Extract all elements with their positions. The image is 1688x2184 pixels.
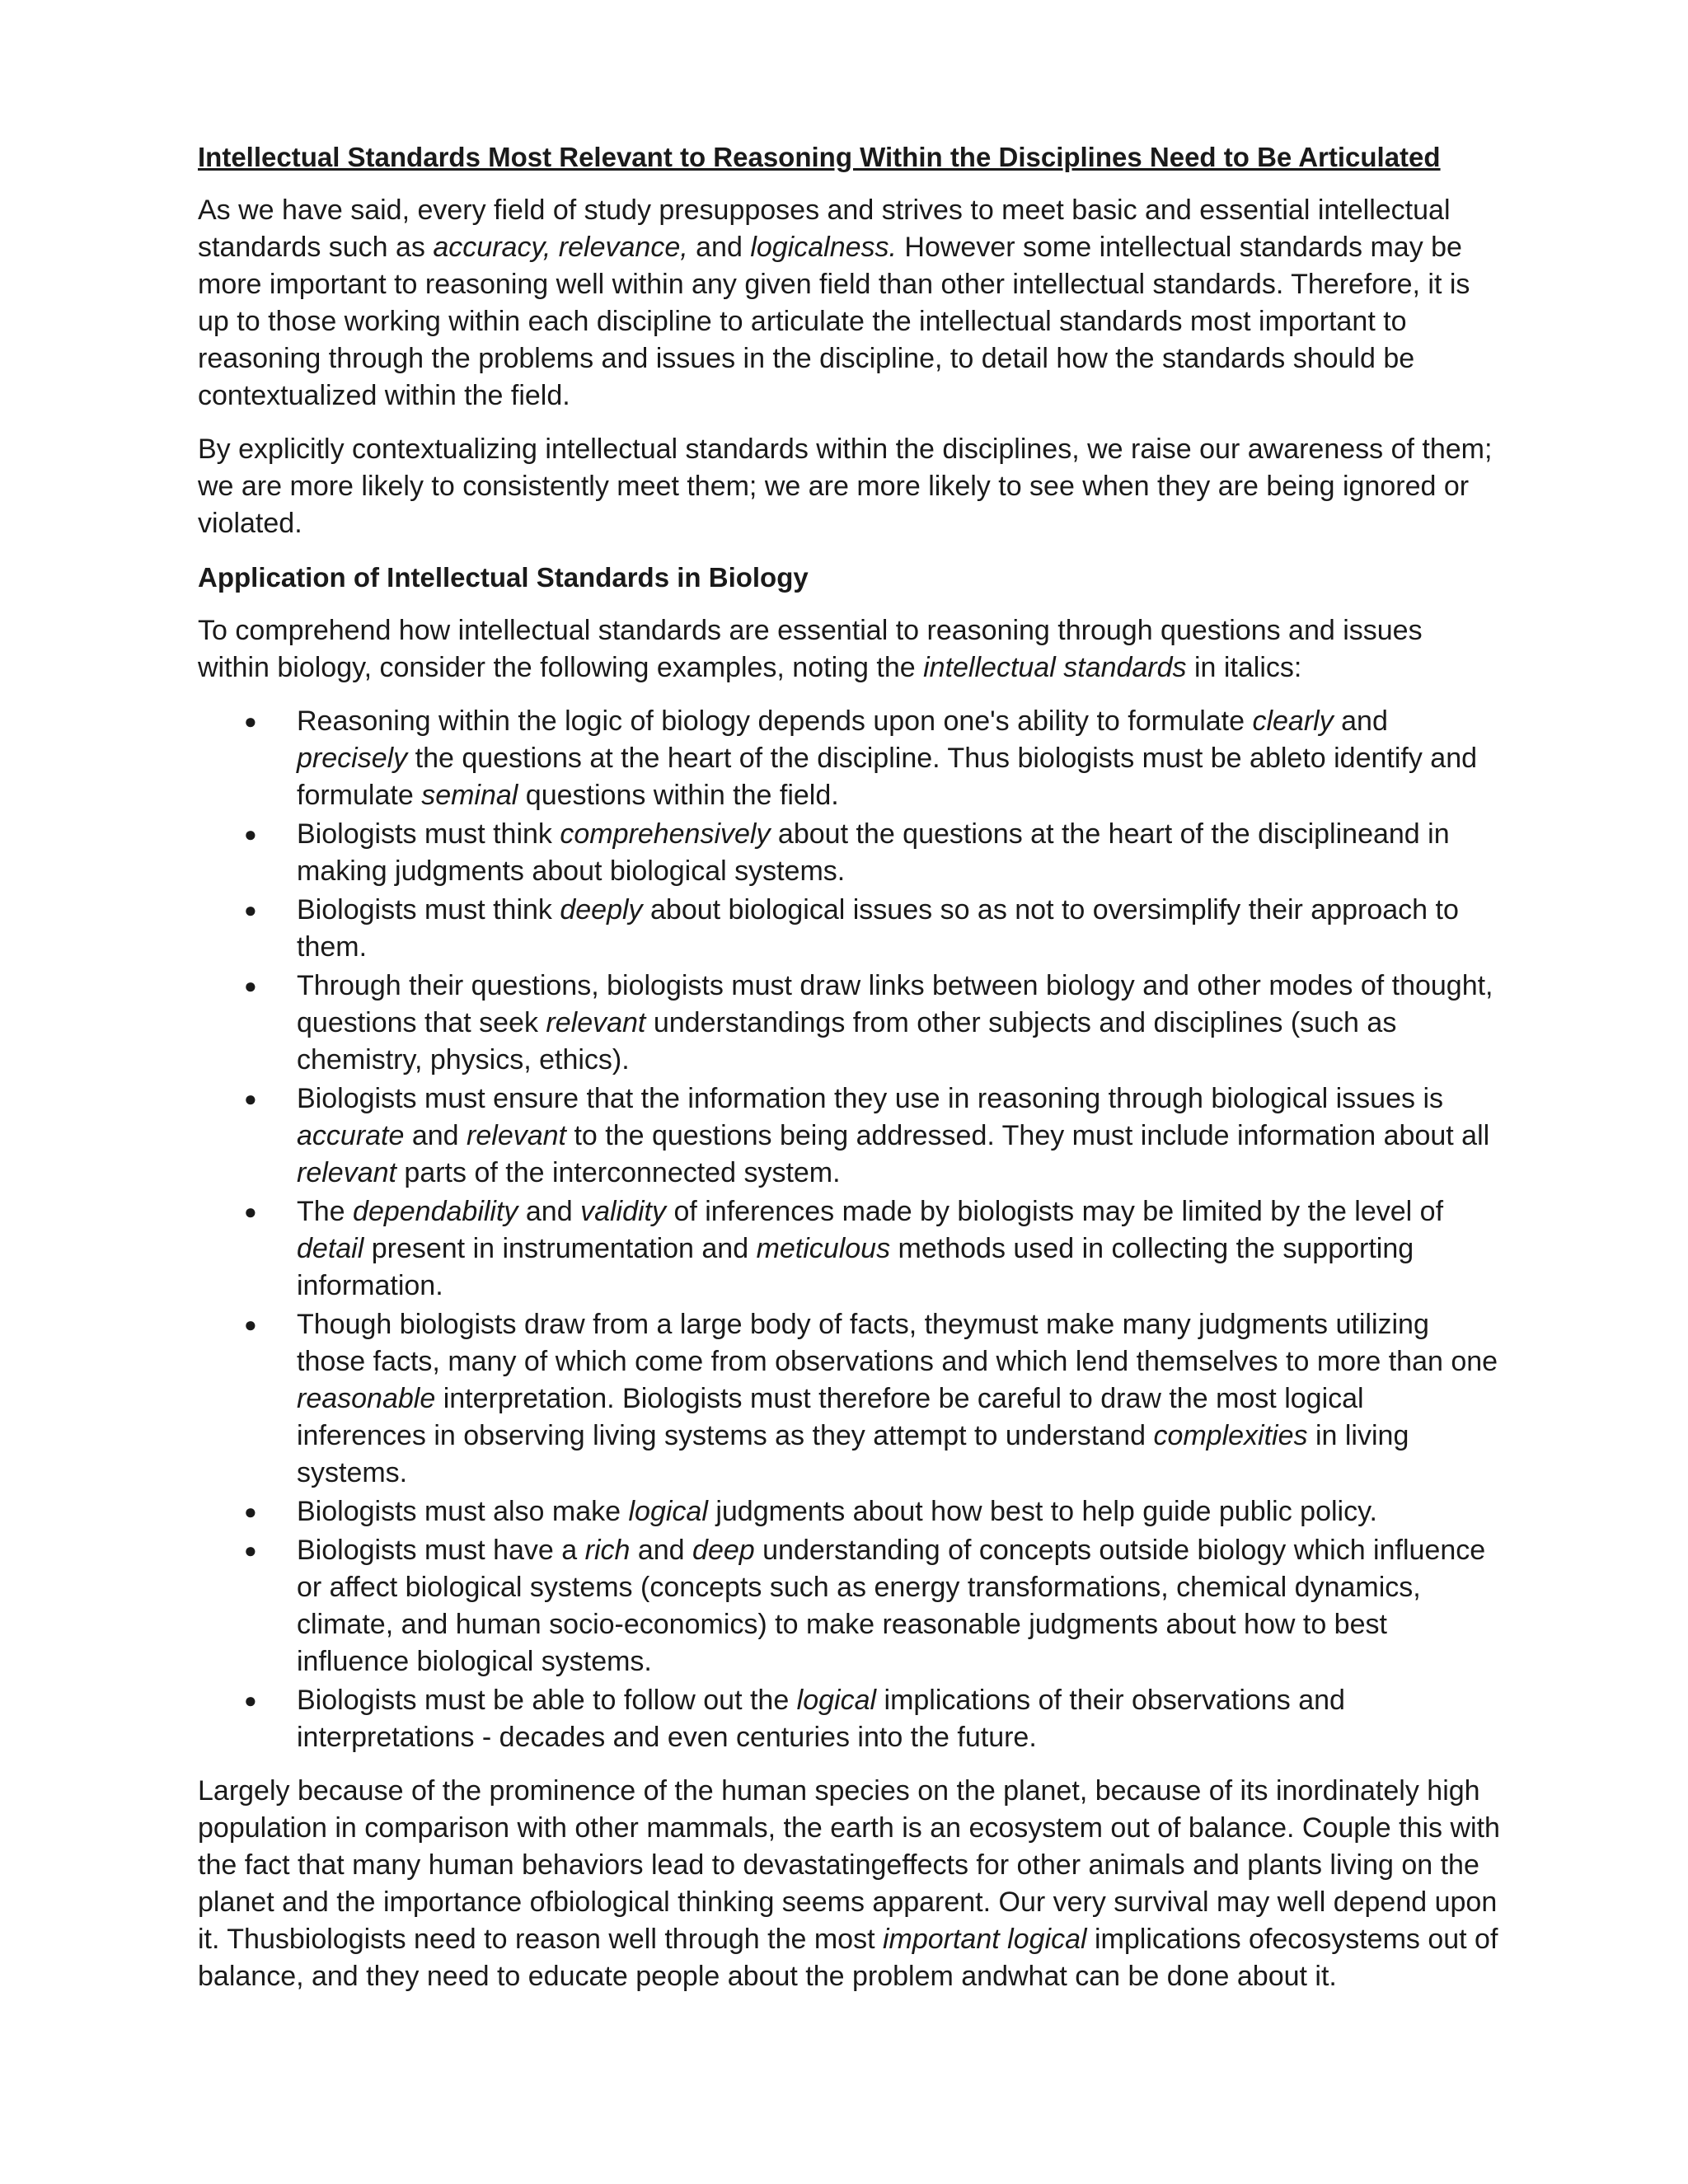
bullet-text xyxy=(297,1496,1377,1527)
italic-standard-term: reasonable xyxy=(297,1383,436,1414)
text-run: to the questions being addressed. They must include information about all xyxy=(566,1120,1490,1151)
italic-standard-term: accuracy, relevance, xyxy=(433,232,688,263)
text-run: By explicitly contextualizing intellectual standards within the disciplines, we raise our awareness of them; we are more likely to consistently meet them; we are more likely to see when they are being ignored or violated. xyxy=(198,434,1493,539)
bullet-text xyxy=(297,705,1477,811)
intro-paragraph xyxy=(198,192,1500,415)
italic-standard-term: relevant xyxy=(297,1157,396,1188)
text-run: and xyxy=(1333,705,1388,737)
italic-standard-term: relevant xyxy=(467,1120,566,1151)
text-run: Largely because of the prominence of the human species on the planet, because of its inordinately high population in comparison with other mammals, the earth is an ecosystem out of balance. Couple this with the fact that many human behaviors lead to devastatingeffects for other animals and plants living on the planet and the importance ofbiological thinking seems apparent. Our very survival may well depend upon it. Thusbiologists need to reason well through the most xyxy=(198,1775,1500,1955)
bullet-text xyxy=(297,894,1459,963)
text-run: and xyxy=(687,232,751,263)
subsection-heading: Application of Intellectual Standards in Biology xyxy=(198,562,809,593)
italic-standard-term: logicalness. xyxy=(750,232,897,263)
text-run: parts of the interconnected system. xyxy=(396,1157,841,1188)
text-run: in living systems. xyxy=(297,1420,1409,1488)
italic-standard-term: important logical xyxy=(882,1924,1087,1955)
italic-standard-term: logical xyxy=(796,1685,877,1716)
bullet-item xyxy=(198,1493,1500,1530)
bullet-item xyxy=(198,1306,1500,1492)
text-run: The xyxy=(297,1196,354,1227)
text-run: judgments about how best to help guide public policy. xyxy=(707,1496,1378,1527)
bullet-item xyxy=(198,1532,1500,1680)
document-page xyxy=(198,138,1500,2012)
bullet-text xyxy=(297,970,1493,1076)
italic-standard-term: comprehensively xyxy=(560,818,771,850)
section-heading: Intellectual Standards Most Relevant to Reasoning Within the Disciplines Need to Be Articulated xyxy=(198,142,1441,172)
bullet-dot-icon: ● xyxy=(244,1312,257,1337)
bullet-dot-icon: ● xyxy=(244,1086,257,1111)
bullet-text xyxy=(297,1196,1443,1301)
bullet-text xyxy=(297,1535,1485,1677)
text-run: implications of their observations and interpretations - decades and even centuries into the future. xyxy=(297,1685,1345,1753)
text-run: Biologists must be able to follow out the xyxy=(297,1685,797,1716)
text-run: questions within the field. xyxy=(518,780,839,811)
examples-intro-paragraph xyxy=(198,612,1500,687)
italic-standard-term: validity xyxy=(580,1196,666,1227)
text-run: of inferences made by biologists may be limited by the level of xyxy=(666,1196,1444,1227)
awareness-paragraph xyxy=(198,431,1500,542)
text-run: Biologists must ensure that the information they use in reasoning through biological issues is xyxy=(297,1083,1443,1114)
text-run: the questions at the heart of the discipline. Thus biologists must be ableto identify and formulate xyxy=(297,743,1478,811)
text-run: Biologists must have a xyxy=(297,1535,585,1566)
text-run: understandings from other subjects and disciplines (such as chemistry, physics, ethics). xyxy=(297,1007,1397,1076)
bullet-dot-icon: ● xyxy=(244,898,257,922)
bullet-item xyxy=(198,1193,1500,1305)
text-run: Biologists must think xyxy=(297,818,560,850)
text-run: methods used in collecting the supporting information. xyxy=(297,1233,1414,1301)
italic-standard-term: rich xyxy=(584,1535,631,1566)
bullet-dot-icon: ● xyxy=(244,822,257,846)
bullet-item xyxy=(198,1682,1500,1756)
text-run: and xyxy=(630,1535,693,1566)
italic-standard-term: accurate xyxy=(297,1120,405,1151)
bullet-dot-icon: ● xyxy=(244,1688,257,1713)
conclusion-paragraph xyxy=(198,1773,1500,1995)
text-run: and xyxy=(404,1120,467,1151)
bullet-text xyxy=(297,1685,1345,1753)
italic-standard-term: logical xyxy=(628,1496,708,1527)
text-run: interpretation. Biologists must therefore be careful to draw the most logical inferences in observing living systems as they attempt to understand xyxy=(297,1383,1364,1451)
italic-standard-term: seminal xyxy=(421,780,518,811)
text-run: Through their questions, biologists must draw links between biology and other modes of thought, questions that seek xyxy=(297,970,1493,1038)
bullet-dot-icon: ● xyxy=(244,1538,257,1563)
italic-standard-term: precisely xyxy=(297,743,408,774)
text-run: Biologists must think xyxy=(297,894,560,926)
bullet-text xyxy=(297,1309,1498,1488)
standards-bullet-list xyxy=(198,703,1500,1756)
text-run: Biologists must also make xyxy=(297,1496,629,1527)
bullet-item xyxy=(198,1080,1500,1192)
text-run: implications ofecosystems out of balance, and they need to educate people about the problem andwhat can be done about it. xyxy=(198,1924,1498,1992)
bullet-item xyxy=(198,892,1500,966)
text-run: about the questions at the heart of the disciplineand in making judgments about biological systems. xyxy=(297,818,1450,887)
bullet-text xyxy=(297,818,1450,887)
text-run: Reasoning within the logic of biology depends upon one's ability to formulate xyxy=(297,705,1253,737)
bullet-item xyxy=(198,816,1500,890)
italic-standard-term: clearly xyxy=(1252,705,1334,737)
text-run: As we have said, every field of study presupposes and strives to meet basic and essential intellectual standards such as xyxy=(198,194,1451,263)
bullet-item xyxy=(198,968,1500,1079)
bullet-dot-icon: ● xyxy=(244,1199,257,1224)
bullet-item xyxy=(198,703,1500,814)
italic-standard-term: complexities xyxy=(1153,1420,1308,1451)
text-run: present in instrumentation and xyxy=(363,1233,757,1264)
bullet-dot-icon: ● xyxy=(244,709,257,733)
italic-standard-term: relevant xyxy=(546,1007,646,1038)
bullet-dot-icon: ● xyxy=(244,973,257,998)
bullet-text xyxy=(297,1083,1489,1188)
italic-standard-term: deep xyxy=(692,1535,755,1566)
text-run: However some intellectual standards may be more important to reasoning well within any given field than other intellectual standards. Therefore, it is up to those working within each discipline to articulate the intellectual standards most important to reasoning through the problems and issues in the discipline, to detail how the standards should be contextualized within the field. xyxy=(198,232,1470,411)
bullet-dot-icon: ● xyxy=(244,1499,257,1524)
text-run: and xyxy=(518,1196,581,1227)
text-run: Though biologists draw from a large body of facts, theymust make many judgments utilizing those facts, many of which come from observations and which lend themselves to more than one xyxy=(297,1309,1498,1377)
italic-standard-term: meticulous xyxy=(756,1233,891,1264)
text-run: about biological issues so as not to oversimplify their approach to them. xyxy=(297,894,1459,963)
text-run: in italics: xyxy=(1186,652,1302,683)
text-run: understanding of concepts outside biology which influence or affect biological systems (concepts such as energy transformations, chemical dynamics, climate, and human socio-economics) to make reasonable judgments about how to best influence biological systems. xyxy=(297,1535,1486,1677)
italic-standard-term: dependability xyxy=(353,1196,518,1227)
italic-standard-term: intellectual standards xyxy=(923,652,1187,683)
text-run: To comprehend how intellectual standards are essential to reasoning through questions and issues within biology, consider the following examples, noting the xyxy=(198,615,1423,683)
italic-standard-term: deeply xyxy=(560,894,643,926)
italic-standard-term: detail xyxy=(297,1233,364,1264)
